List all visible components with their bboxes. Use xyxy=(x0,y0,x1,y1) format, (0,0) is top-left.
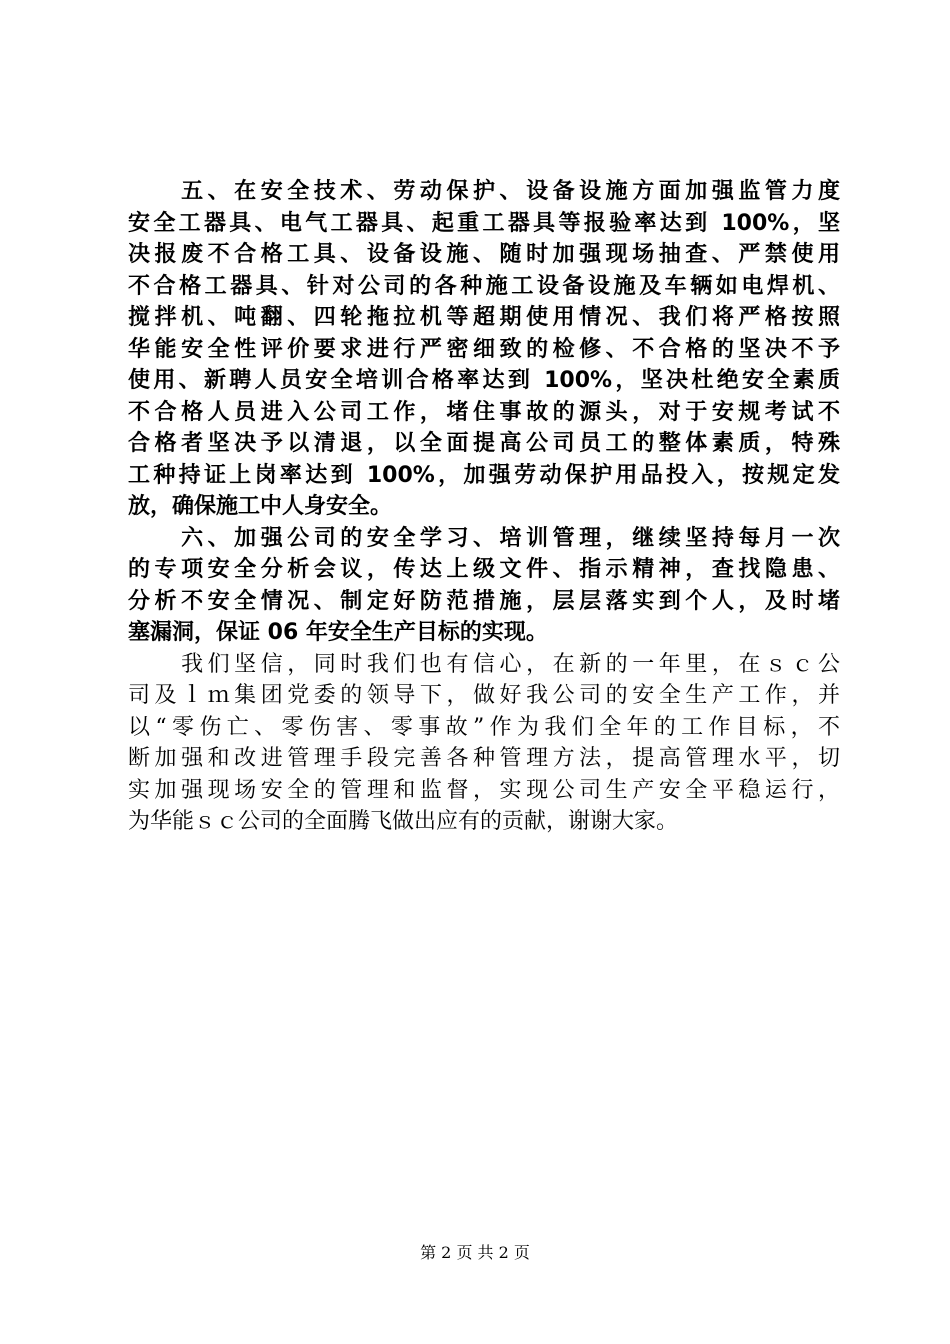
text-line: 不合格人员进入公司工作，堵住事故的源头，对于安规考试不 xyxy=(128,399,840,425)
paragraph-six xyxy=(128,523,840,649)
text-line: 司及ｌｍ集团党委的领导下，做好我公司的安全生产工作，并 xyxy=(128,683,840,708)
text-line: 放，确保施工中人身安全。 xyxy=(128,494,393,519)
text-line: 华能安全性评价要求进行严密细致的检修、不合格的坚决不予 xyxy=(128,336,840,362)
text-line: 塞漏洞，保证 06 年安全生产目标的实现。 xyxy=(128,620,548,645)
text-line: 以“零伤亡、零伤害、零事故”作为我们全年的工作目标，不 xyxy=(128,714,840,740)
text-line: 安全工器具、电气工器具、起重工器具等报验率达到 100%，坚 xyxy=(128,210,840,236)
document-body xyxy=(128,176,840,838)
paragraph-five xyxy=(128,176,840,523)
text-line: 六、加强公司的安全学习、培训管理，继续坚持每月一次 xyxy=(128,525,840,551)
text-line: 决报废不合格工具、设备设施、随时加强现场抽查、严禁使用 xyxy=(128,242,840,267)
paragraph-closing xyxy=(128,649,840,838)
text-line: 实加强现场安全的管理和监督，实现公司生产安全平稳运行， xyxy=(128,777,840,803)
page-footer xyxy=(0,1243,950,1263)
text-line: 搅拌机、吨翻、四轮拖拉机等超期使用情况、我们将严格按照 xyxy=(128,305,840,330)
text-line: 使用、新聘人员安全培训合格率达到 100%，坚决杜绝安全素质 xyxy=(128,368,840,393)
text-line: 断加强和改进管理手段完善各种管理方法，提高管理水平，切 xyxy=(128,746,840,771)
text-line: 合格者坚决予以清退，以全面提高公司员工的整体素质，特殊 xyxy=(128,431,840,456)
text-line: 为华能ｓｃ公司的全面腾飞做出应有的贡献，谢谢大家。 xyxy=(128,809,679,834)
text-line: 不合格工器具、针对公司的各种施工设备设施及车辆如电焊机、 xyxy=(128,273,840,299)
text-line: 五、在安全技术、劳动保护、设备设施方面加强监管力度 xyxy=(128,179,840,204)
text-line: 我们坚信，同时我们也有信心，在新的一年里，在ｓｃ公 xyxy=(128,651,840,677)
text-line: 工种持证上岗率达到 100%，加强劳动保护用品投入，按规定发 xyxy=(128,462,840,488)
text-line: 的专项安全分析会议，传达上级文件、指示精神，查找隐患、 xyxy=(128,557,840,582)
page-number-indicator: 第 2 页 共 2 页 xyxy=(420,1243,530,1262)
text-line: 分析不安全情况、制定好防范措施，层层落实到个人，及时堵 xyxy=(128,588,840,614)
